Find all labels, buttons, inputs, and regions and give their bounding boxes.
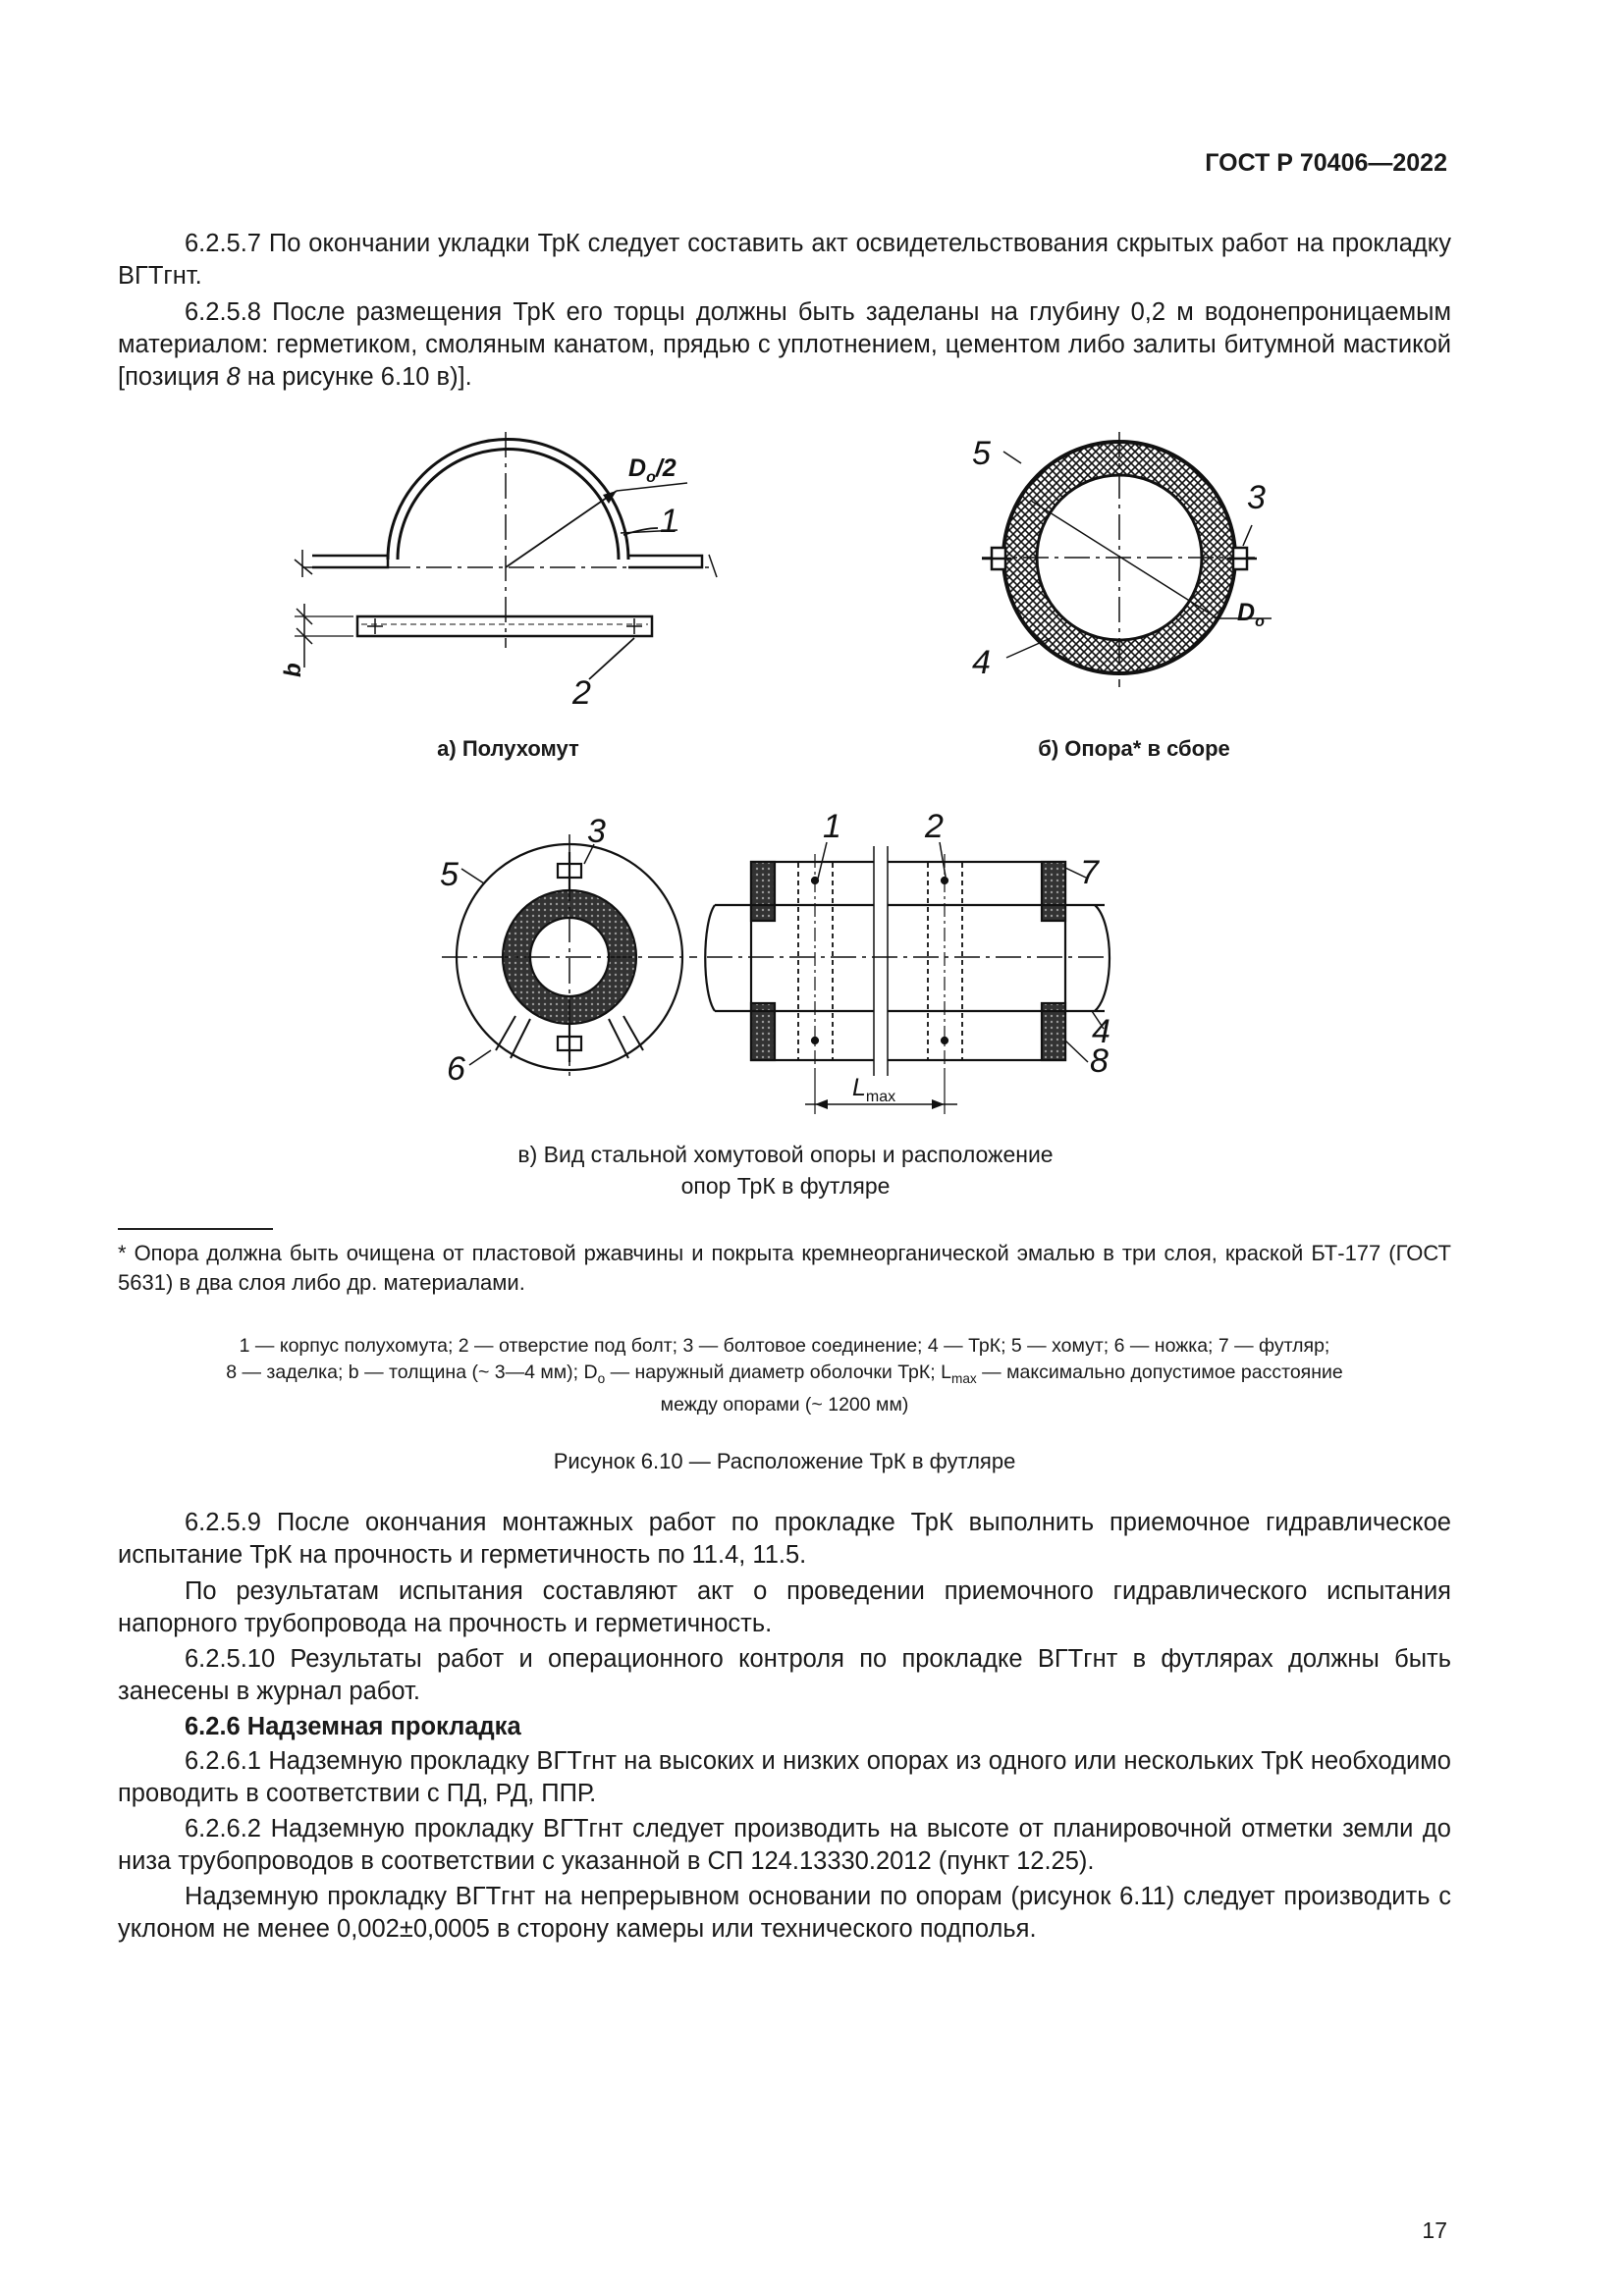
paragraph-6-2-5-8: 6.2.5.8 После размещения ТрК его торцы должны быть заделаны на глубину 0,2 м водонепроницаемым материалом: герметиком, смоляным канатом, прядью с уплотнением, цементом либо залиты битумной мастикой [позиция 8 на рисунке 6.10 в)]. xyxy=(118,298,1451,391)
page-number: 17 xyxy=(1422,2217,1447,2243)
paragraph-6-2-5-10: 6.2.5.10 Результаты работ и операционного контроля по прокладке ВГТгнт в футлярах должны быть занесены в журнал работ. xyxy=(118,1645,1451,1705)
label-2-a: 2 xyxy=(572,674,591,712)
do-half-label: $D_o/2$ xyxy=(628,454,677,486)
caption-a: а) Полухомут xyxy=(437,736,579,761)
label-b: b xyxy=(280,663,306,677)
do-label: $D_o$ xyxy=(1237,599,1265,630)
section-6-2-6-heading: 6.2.6 Надземная прокладка xyxy=(185,1713,521,1740)
footnote: * Опора должна быть очищена от пластовой ржавчины и покрыта кремнеорганической эмалью в три слоя, краской БТ-177 (ГОСТ 5631) в два слоя либо др. материалами. xyxy=(118,1241,1451,1295)
lmax-label: $L_{max}$ xyxy=(852,1074,896,1105)
footnote-divider xyxy=(118,1228,273,1230)
label-3-b: 3 xyxy=(1247,479,1266,516)
label-7-c: 7 xyxy=(1080,854,1099,891)
paragraph-test-results: По результатам испытания составляют акт о проведении приемочного гидравлического испытания напорного трубопровода на прочность и герметичность. xyxy=(118,1577,1451,1637)
label-5-b: 5 xyxy=(972,435,991,472)
document-header: ГОСТ Р 70406—2022 xyxy=(1205,149,1447,177)
assembled-support-drawing xyxy=(982,432,1272,687)
label-5-c: 5 xyxy=(440,856,459,893)
paragraph-6-2-6-2: 6.2.6.2 Надземную прокладку ВГТгнт следует производить на высоте от планировочной отметки земли до низа трубопроводов в соответствии с указанной в СП 124.13330.2012 (пункт 12.25). xyxy=(118,1815,1451,1875)
label-6-c: 6 xyxy=(447,1050,465,1088)
label-1-c: 1 xyxy=(823,808,841,845)
paragraph-6-2-5-9: 6.2.5.9 После окончания монтажных работ по прокладке ТрК выполнить приемочное гидравлическое испытание ТрК на прочность и герметичность по 11.4, 11.5. xyxy=(118,1509,1451,1569)
caption-c: в) Вид стальной хомутовой опоры и расположение опор ТрК в футляре xyxy=(517,1142,1054,1199)
label-2-c: 2 xyxy=(925,808,944,845)
label-4-b: 4 xyxy=(972,644,991,681)
label-4-c: 4 xyxy=(1092,1013,1110,1050)
clamp-support-front-view xyxy=(442,834,697,1080)
label-1-a: 1 xyxy=(660,503,678,540)
paragraph-slope: Надземную прокладку ВГТгнт на непрерывном основании по опорам (рисунок 6.11) следует производить с уклоном не менее 0,002±0,0005 в сторону камеры или технического подполья. xyxy=(118,1883,1451,1943)
figure-title: Рисунок 6.10 — Расположение ТрК в футляре xyxy=(553,1449,1016,1473)
paragraph-6-2-5-7: 6.2.5.7 По окончании укладки ТрК следует составить акт освидетельствования скрытых работ на прокладку ВГТгнт. xyxy=(118,230,1451,290)
label-3-c: 3 xyxy=(587,813,606,850)
paragraph-6-2-6-1: 6.2.6.1 Надземную прокладку ВГТгнт на высоких и низких опорах из одного или нескольких ТрК необходимо проводить в соответствии с ПД, РД, ППР. xyxy=(118,1747,1451,1807)
casing-longitudinal-view xyxy=(705,842,1110,1114)
label-8-c: 8 xyxy=(1090,1042,1109,1080)
figure-legend: 1 — корпус полухомута; 2 — отверстие под болт; 3 — болтовое соединение; 4 — ТрК; 5 — хомут; 6 — ножка; 7 — футляр; 8 — заделка; b — толщина (~ 3—4 мм); $D_o$ — наружный диаметр оболочки ТрК; $L_{max}$ — максимально допустимое расстояние между опорами (~ 1200 мм) xyxy=(226,1335,1343,1415)
caption-b: б) Опора* в сборе xyxy=(1038,736,1230,761)
